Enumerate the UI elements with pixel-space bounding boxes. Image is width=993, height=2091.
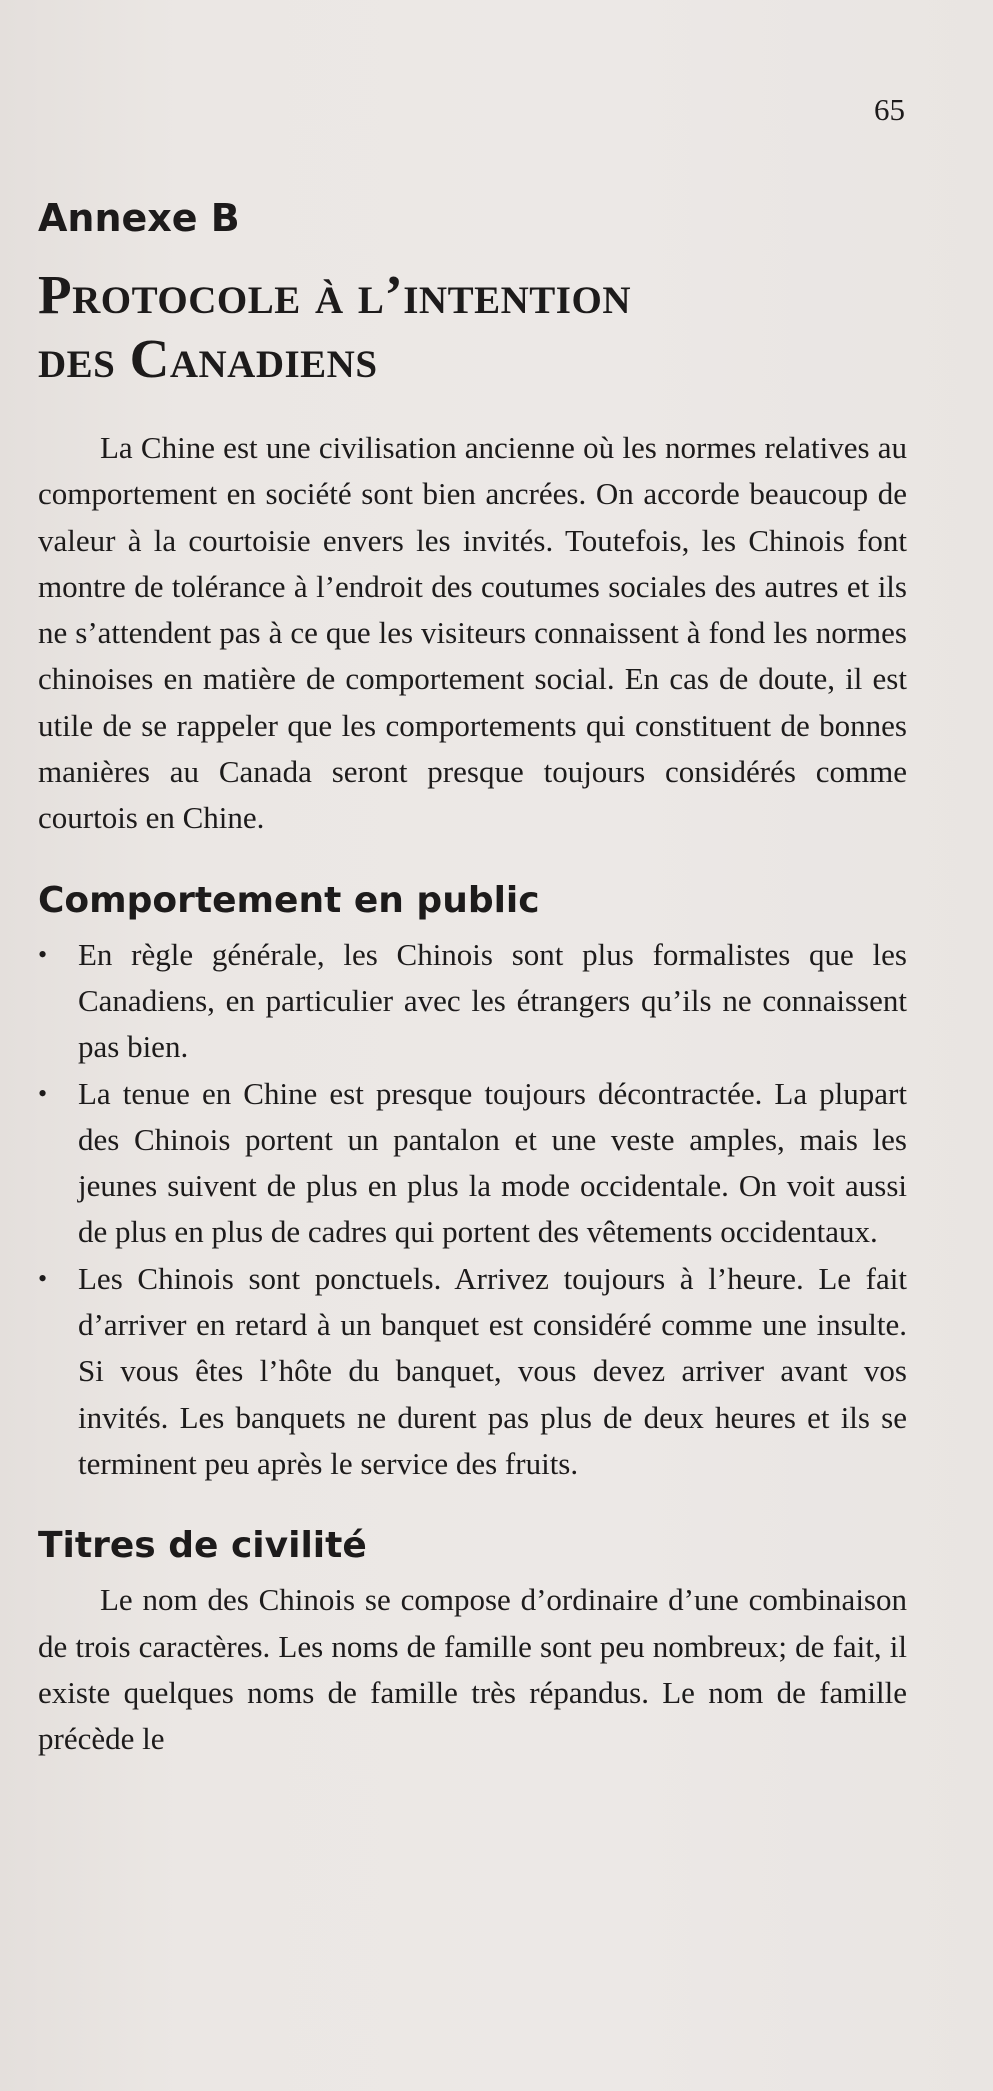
title-line-1: Protocole à l’intention xyxy=(38,264,631,325)
list-item xyxy=(38,932,907,1071)
page-title xyxy=(38,263,907,391)
list-item-text: La tenue en Chine est presque toujours décontractée. La plupart des Chinois portent un pantalon et une veste amples, mais les jeunes suivent de plus en plus la mode occidentale. On voit aussi de plus en plus de cadres qui portent des vêtements occidentaux. xyxy=(78,1075,907,1250)
page-number: 65 xyxy=(874,92,905,127)
public-behavior-list xyxy=(38,932,907,1488)
title-line-2: des Canadiens xyxy=(38,328,378,389)
section-heading-titles: Titres de civilité xyxy=(38,1525,367,1567)
list-item-text: En règle générale, les Chinois sont plus formalistes que les Canadiens, en particulier avec les étrangers qu’ils ne connaissent pas bien. xyxy=(78,936,907,1065)
list-item xyxy=(38,1071,907,1256)
section-heading-public-behavior: Comportement en public xyxy=(38,879,540,921)
intro-paragraph: La Chine est une civilisation ancienne où les normes relatives au comportement en société sont bien ancrées. On accorde beaucoup de valeur à la courtoisie envers les invités. Toutefois, les Chinois font montre de tolérance à l’endroit des coutumes sociales des autres et ils ne s’attendent pas à ce que les visiteurs connaissent à fond les normes chinoises en matière de comportement social. En cas de doute, il est utile de se rappeler que les comportements qui constituent de bonnes manières au Canada seront presque toujours considérés comme courtois en Chine. xyxy=(38,430,907,836)
list-item xyxy=(38,1256,907,1487)
titles-paragraph: Le nom des Chinois se compose d’ordinaire d’une combinaison de trois caractères. Les noms de famille sont peu nombreux; de fait, il existe quelques noms de famille très répandus. Le nom de famille précède le xyxy=(38,1582,907,1757)
annex-label: Annexe B xyxy=(38,196,240,240)
list-item-text: Les Chinois sont ponctuels. Arrivez toujours à l’heure. Le fait d’arriver en retard à un banquet est considéré comme une insulte. Si vous êtes l’hôte du banquet, vous devez arriver avant vos invités. Les banquets ne durent pas plus de deux heures et ils se terminent peu après le service des fruits. xyxy=(78,1260,907,1481)
bullet-icon: • xyxy=(38,939,48,969)
page-content xyxy=(38,195,907,1762)
bullet-icon: • xyxy=(38,1078,48,1108)
bullet-icon: • xyxy=(38,1263,48,1293)
